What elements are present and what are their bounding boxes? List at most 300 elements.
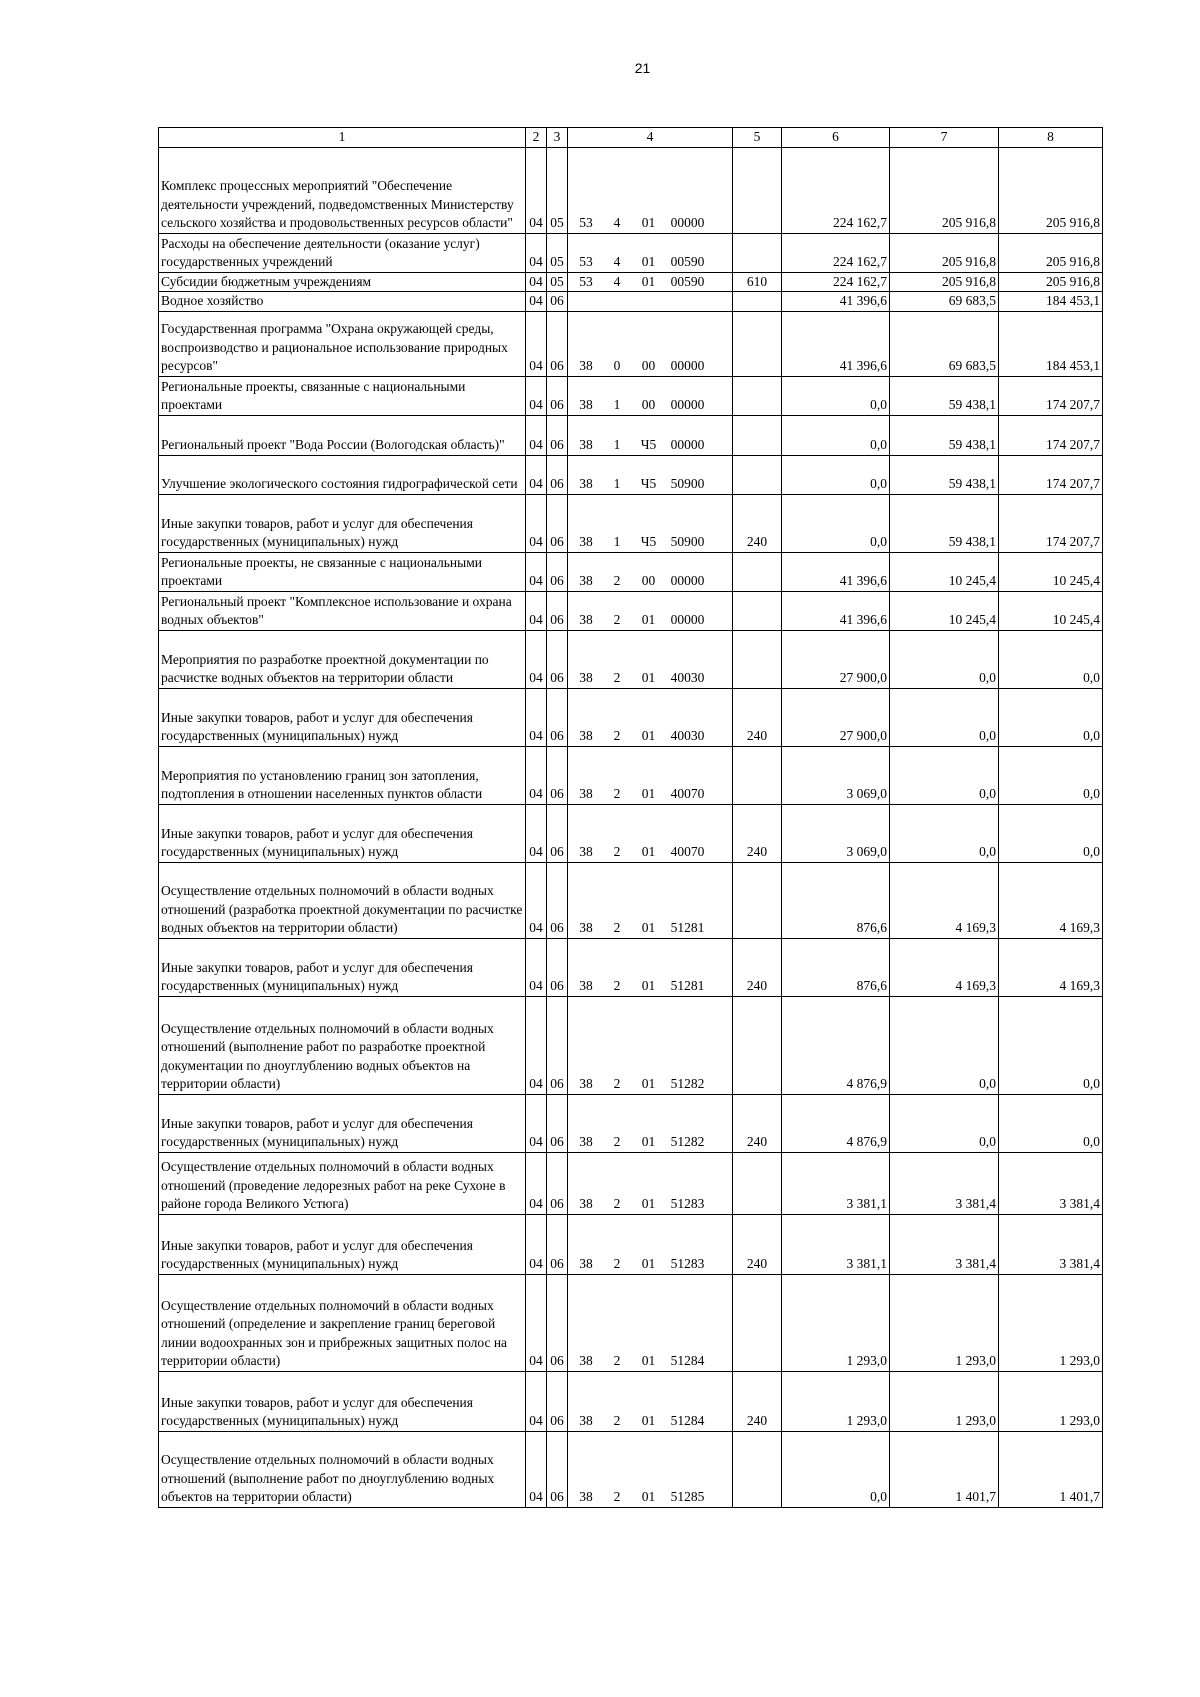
- row-amount-col7: 4 169,3: [890, 938, 999, 996]
- header-row: [159, 128, 1103, 148]
- row-section: 04: [526, 552, 547, 591]
- table-row: [159, 1274, 1103, 1371]
- row-name: Региональные проекты, не связанные с национальными проектами: [159, 552, 526, 591]
- row-subsection: 06: [547, 311, 568, 376]
- row-amount-col8: 0,0: [999, 996, 1103, 1094]
- row-expense-type: 240: [733, 804, 782, 862]
- row-amount-col8: 3 381,4: [999, 1152, 1103, 1214]
- target-program-code: 53: [579, 273, 593, 289]
- row-amount-col6: 3 381,1: [782, 1214, 890, 1274]
- row-expense-type: [733, 1274, 782, 1371]
- target-element-code: 01: [641, 1413, 656, 1428]
- row-amount-col7: 59 438,1: [890, 376, 999, 415]
- target-element-code: Ч5: [640, 534, 657, 549]
- budget-table: [158, 127, 1103, 1508]
- row-amount-col7: 0,0: [890, 688, 999, 746]
- row-amount-col6: 27 900,0: [782, 630, 890, 688]
- table-row: [159, 862, 1103, 938]
- target-direction-code: 00590: [670, 254, 705, 269]
- row-target-article: [568, 552, 733, 591]
- row-amount-col6: 224 162,7: [782, 272, 890, 292]
- row-name: Иные закупки товаров, работ и услуг для обеспечения государственных (муниципальных) нужд: [159, 494, 526, 552]
- table-row: [159, 1431, 1103, 1507]
- target-element-code: 00: [641, 397, 656, 412]
- row-target-article: [568, 591, 733, 630]
- target-program-code: 38: [579, 1256, 593, 1271]
- row-expense-type: [733, 552, 782, 591]
- row-subsection: 06: [547, 1152, 568, 1214]
- row-name: Иные закупки товаров, работ и услуг для обеспечения государственных (муниципальных) нужд: [159, 804, 526, 862]
- row-subsection: 06: [547, 292, 568, 312]
- target-program-code: 38: [579, 1489, 593, 1504]
- row-expense-type: [733, 292, 782, 312]
- row-subsection: 05: [547, 233, 568, 272]
- row-amount-col6: 3 381,1: [782, 1152, 890, 1214]
- target-type-code: 2: [613, 920, 621, 935]
- row-section: 04: [526, 1214, 547, 1274]
- row-amount-col7: 205 916,8: [890, 272, 999, 292]
- row-amount-col7: 205 916,8: [890, 233, 999, 272]
- row-section: 04: [526, 415, 547, 455]
- row-amount-col8: 1 293,0: [999, 1274, 1103, 1371]
- row-name: Иные закупки товаров, работ и услуг для обеспечения государственных (муниципальных) нужд: [159, 1214, 526, 1274]
- row-expense-type: 240: [733, 1371, 782, 1431]
- row-amount-col7: 3 381,4: [890, 1152, 999, 1214]
- row-name: Государственная программа "Охрана окружающей среды, воспроизводство и рациональное использование природных ресурсов": [159, 311, 526, 376]
- row-subsection: 06: [547, 688, 568, 746]
- row-section: 04: [526, 1274, 547, 1371]
- row-expense-type: [733, 591, 782, 630]
- target-program-code: 53: [579, 215, 593, 230]
- row-amount-col7: 0,0: [890, 746, 999, 804]
- row-expense-type: [733, 630, 782, 688]
- row-name: Региональные проекты, связанные с национальными проектами: [159, 376, 526, 415]
- row-section: 04: [526, 1094, 547, 1152]
- target-type-code: 2: [613, 1076, 621, 1091]
- row-amount-col7: 205 916,8: [890, 147, 999, 233]
- target-program-code: 53: [579, 254, 593, 269]
- row-amount-col6: 0,0: [782, 455, 890, 494]
- row-target-article: [568, 1274, 733, 1371]
- row-amount-col6: 1 293,0: [782, 1274, 890, 1371]
- target-element-code: 01: [641, 920, 656, 935]
- row-subsection: 06: [547, 746, 568, 804]
- target-direction-code: 40070: [670, 844, 705, 859]
- header-col-4: 4: [568, 128, 733, 148]
- row-expense-type: [733, 996, 782, 1094]
- row-subsection: 06: [547, 804, 568, 862]
- target-program-code: 38: [579, 437, 593, 452]
- row-target-article: [568, 272, 733, 292]
- row-target-article: [568, 494, 733, 552]
- row-target-article: [568, 1371, 733, 1431]
- target-direction-code: 51283: [670, 1256, 705, 1271]
- target-direction-code: 00000: [670, 437, 705, 452]
- row-amount-col8: 10 245,4: [999, 552, 1103, 591]
- row-amount-col6: 0,0: [782, 415, 890, 455]
- row-expense-type: 240: [733, 1214, 782, 1274]
- table-row: [159, 938, 1103, 996]
- table-row: [159, 996, 1103, 1094]
- row-expense-type: [733, 746, 782, 804]
- row-name: Региональный проект "Комплексное использование и охрана водных объектов": [159, 591, 526, 630]
- row-section: 04: [526, 630, 547, 688]
- target-program-code: 38: [579, 476, 593, 491]
- row-amount-col6: 876,6: [782, 938, 890, 996]
- row-amount-col6: 41 396,6: [782, 591, 890, 630]
- table-row: [159, 804, 1103, 862]
- header-col-3: 3: [547, 128, 568, 148]
- target-type-code: 2: [613, 1413, 621, 1428]
- page-number: 21: [634, 60, 651, 76]
- target-element-code: 01: [641, 1134, 656, 1149]
- target-direction-code: 51284: [670, 1413, 705, 1428]
- row-amount-col8: 174 207,7: [999, 455, 1103, 494]
- target-element-code: 01: [641, 1489, 656, 1504]
- target-program-code: 38: [579, 612, 593, 627]
- row-name: Иные закупки товаров, работ и услуг для обеспечения государственных (муниципальных) нужд: [159, 1371, 526, 1431]
- target-direction-code: 51281: [670, 920, 705, 935]
- row-amount-col6: 0,0: [782, 1431, 890, 1507]
- row-target-article: [568, 1152, 733, 1214]
- row-amount-col8: 0,0: [999, 688, 1103, 746]
- row-amount-col7: 1 293,0: [890, 1371, 999, 1431]
- header-col-7: 7: [890, 128, 999, 148]
- target-direction-code: 50900: [670, 534, 705, 549]
- row-target-article: [568, 311, 733, 376]
- row-subsection: 06: [547, 1371, 568, 1431]
- row-expense-type: [733, 311, 782, 376]
- target-type-code: 2: [613, 1134, 621, 1149]
- row-amount-col7: 10 245,4: [890, 591, 999, 630]
- target-type-code: 1: [613, 476, 621, 491]
- row-section: 04: [526, 292, 547, 312]
- target-type-code: 2: [613, 1256, 621, 1271]
- row-amount-col7: 59 438,1: [890, 415, 999, 455]
- target-program-code: 38: [579, 573, 593, 588]
- header-col-5: 5: [733, 128, 782, 148]
- row-expense-type: [733, 862, 782, 938]
- target-element-code: 01: [641, 728, 656, 743]
- row-name: Мероприятия по установлению границ зон затопления, подтопления в отношении населенных пунктов области: [159, 746, 526, 804]
- row-amount-col6: 3 069,0: [782, 746, 890, 804]
- row-section: 04: [526, 938, 547, 996]
- target-type-code: 2: [613, 670, 621, 685]
- target-type-code: 2: [613, 1196, 621, 1211]
- row-expense-type: [733, 147, 782, 233]
- target-type-code: 2: [613, 786, 621, 801]
- row-name: Иные закупки товаров, работ и услуг для обеспечения государственных (муниципальных) нужд: [159, 688, 526, 746]
- row-amount-col8: 205 916,8: [999, 233, 1103, 272]
- row-subsection: 06: [547, 1214, 568, 1274]
- target-element-code: Ч5: [640, 476, 657, 491]
- row-subsection: 06: [547, 862, 568, 938]
- target-direction-code: 51282: [670, 1076, 705, 1091]
- target-program-code: 38: [579, 358, 593, 373]
- row-amount-col6: 3 069,0: [782, 804, 890, 862]
- row-subsection: 06: [547, 415, 568, 455]
- target-type-code: 1: [613, 397, 621, 412]
- row-amount-col8: 0,0: [999, 746, 1103, 804]
- row-expense-type: 610: [733, 272, 782, 292]
- row-amount-col7: 0,0: [890, 1094, 999, 1152]
- target-type-code: 4: [613, 215, 621, 230]
- row-name: Комплекс процессных мероприятий "Обеспечение деятельности учреждений, подведомственных Министерству сельского хозяйства и продовольственных ресурсов области": [159, 147, 526, 233]
- row-amount-col8: 1 293,0: [999, 1371, 1103, 1431]
- row-amount-col6: 4 876,9: [782, 996, 890, 1094]
- target-element-code: 01: [641, 1196, 656, 1211]
- row-amount-col8: 184 453,1: [999, 311, 1103, 376]
- row-target-article: [568, 147, 733, 233]
- row-name: Водное хозяйство: [159, 292, 526, 312]
- target-program-code: 38: [579, 920, 593, 935]
- target-type-code: 1: [613, 437, 621, 452]
- table-row: [159, 376, 1103, 415]
- target-element-code: 01: [641, 786, 656, 801]
- row-section: 04: [526, 311, 547, 376]
- row-amount-col8: 3 381,4: [999, 1214, 1103, 1274]
- row-name: Осуществление отдельных полномочий в области водных отношений (выполнение работ по разработке проектной документации по дноуглублению водных объектов на территории области): [159, 996, 526, 1094]
- row-amount-col8: 10 245,4: [999, 591, 1103, 630]
- table-row: [159, 147, 1103, 233]
- header-col-8: 8: [999, 128, 1103, 148]
- row-amount-col7: 3 381,4: [890, 1214, 999, 1274]
- table-row: [159, 1214, 1103, 1274]
- row-amount-col6: 1 293,0: [782, 1371, 890, 1431]
- row-section: 04: [526, 996, 547, 1094]
- target-program-code: 38: [579, 397, 593, 412]
- row-amount-col8: 0,0: [999, 804, 1103, 862]
- header-col-1: 1: [159, 128, 526, 148]
- table-row: [159, 455, 1103, 494]
- target-type-code: 2: [613, 978, 621, 993]
- row-amount-col8: 4 169,3: [999, 938, 1103, 996]
- row-expense-type: [733, 455, 782, 494]
- row-amount-col8: 0,0: [999, 1094, 1103, 1152]
- target-direction-code: 50900: [670, 476, 705, 491]
- row-amount-col6: 876,6: [782, 862, 890, 938]
- row-amount-col6: 27 900,0: [782, 688, 890, 746]
- target-direction-code: 40070: [670, 786, 705, 801]
- target-program-code: 38: [579, 978, 593, 993]
- row-expense-type: 240: [733, 1094, 782, 1152]
- table-row: [159, 1371, 1103, 1431]
- row-name: Осуществление отдельных полномочий в области водных отношений (определение и закрепление границ береговой линии водоохранных зон и прибрежных защитных полос на территории области): [159, 1274, 526, 1371]
- row-amount-col7: 1 401,7: [890, 1431, 999, 1507]
- target-program-code: 38: [579, 534, 593, 549]
- target-type-code: 2: [613, 844, 621, 859]
- row-section: 04: [526, 746, 547, 804]
- row-subsection: 06: [547, 455, 568, 494]
- row-amount-col7: 59 438,1: [890, 494, 999, 552]
- target-element-code: 00: [641, 573, 656, 588]
- row-section: 04: [526, 591, 547, 630]
- row-subsection: 06: [547, 1274, 568, 1371]
- row-name: Иные закупки товаров, работ и услуг для обеспечения государственных (муниципальных) нужд: [159, 938, 526, 996]
- target-type-code: 0: [613, 358, 621, 373]
- row-amount-col8: 205 916,8: [999, 272, 1103, 292]
- row-amount-col7: 0,0: [890, 804, 999, 862]
- row-target-article: [568, 996, 733, 1094]
- table-row: [159, 311, 1103, 376]
- row-section: 04: [526, 376, 547, 415]
- row-target-article: [568, 292, 733, 312]
- row-target-article: [568, 1431, 733, 1507]
- row-amount-col7: 69 683,5: [890, 292, 999, 312]
- target-type-code: 4: [613, 273, 621, 289]
- row-target-article: [568, 455, 733, 494]
- target-program-code: 38: [579, 1134, 593, 1149]
- row-target-article: [568, 415, 733, 455]
- row-amount-col7: 4 169,3: [890, 862, 999, 938]
- target-element-code: 01: [641, 1353, 656, 1368]
- target-direction-code: 51284: [670, 1353, 705, 1368]
- row-subsection: 05: [547, 272, 568, 292]
- target-direction-code: 00590: [670, 273, 705, 289]
- row-name: Региональный проект "Вода России (Вологодская область)": [159, 415, 526, 455]
- row-name: Иные закупки товаров, работ и услуг для обеспечения государственных (муниципальных) нужд: [159, 1094, 526, 1152]
- row-section: 04: [526, 688, 547, 746]
- row-subsection: 06: [547, 494, 568, 552]
- table-row: [159, 552, 1103, 591]
- row-amount-col8: 1 401,7: [999, 1431, 1103, 1507]
- header-col-2: 2: [526, 128, 547, 148]
- row-amount-col6: 41 396,6: [782, 552, 890, 591]
- row-amount-col8: 184 453,1: [999, 292, 1103, 312]
- row-subsection: 06: [547, 552, 568, 591]
- row-target-article: [568, 1214, 733, 1274]
- target-program-code: 38: [579, 844, 593, 859]
- target-type-code: 2: [613, 1353, 621, 1368]
- target-element-code: 01: [641, 670, 656, 685]
- row-expense-type: 240: [733, 494, 782, 552]
- target-type-code: 2: [613, 573, 621, 588]
- row-expense-type: 240: [733, 688, 782, 746]
- row-target-article: [568, 746, 733, 804]
- target-program-code: 38: [579, 1196, 593, 1211]
- row-section: 04: [526, 862, 547, 938]
- row-name: Субсидии бюджетным учреждениям: [159, 272, 526, 292]
- row-name: Осуществление отдельных полномочий в области водных отношений (проведение ледорезных работ на реке Сухоне в районе города Великого Устюга): [159, 1152, 526, 1214]
- target-direction-code: 00000: [670, 358, 705, 373]
- target-direction-code: 40030: [670, 670, 705, 685]
- target-direction-code: 51285: [670, 1489, 705, 1504]
- table-row: [159, 415, 1103, 455]
- target-element-code: 01: [641, 273, 656, 289]
- row-amount-col8: 4 169,3: [999, 862, 1103, 938]
- row-name: Расходы на обеспечение деятельности (оказание услуг) государственных учреждений: [159, 233, 526, 272]
- row-subsection: 05: [547, 147, 568, 233]
- target-type-code: 4: [613, 254, 621, 269]
- table-row: [159, 688, 1103, 746]
- target-program-code: 38: [579, 1413, 593, 1428]
- row-subsection: 06: [547, 591, 568, 630]
- row-amount-col8: 0,0: [999, 630, 1103, 688]
- row-subsection: 06: [547, 1094, 568, 1152]
- row-target-article: [568, 688, 733, 746]
- row-section: 04: [526, 1431, 547, 1507]
- row-amount-col8: 174 207,7: [999, 415, 1103, 455]
- table-row: [159, 233, 1103, 272]
- row-amount-col6: 41 396,6: [782, 292, 890, 312]
- row-amount-col7: 1 293,0: [890, 1274, 999, 1371]
- target-element-code: 01: [641, 215, 656, 230]
- target-program-code: 38: [579, 1076, 593, 1091]
- target-element-code: 01: [641, 254, 656, 269]
- row-subsection: 06: [547, 938, 568, 996]
- row-section: 04: [526, 1152, 547, 1214]
- target-program-code: 38: [579, 670, 593, 685]
- target-program-code: 38: [579, 786, 593, 801]
- row-subsection: 06: [547, 996, 568, 1094]
- row-target-article: [568, 630, 733, 688]
- target-type-code: 1: [613, 534, 621, 549]
- row-amount-col7: 0,0: [890, 996, 999, 1094]
- target-program-code: 38: [579, 1353, 593, 1368]
- row-subsection: 06: [547, 376, 568, 415]
- row-amount-col6: 224 162,7: [782, 147, 890, 233]
- table-row: [159, 1152, 1103, 1214]
- target-element-code: 01: [641, 612, 656, 627]
- row-name: Мероприятия по разработке проектной документации по расчистке водных объектов на территории области: [159, 630, 526, 688]
- row-amount-col8: 174 207,7: [999, 376, 1103, 415]
- row-name: Осуществление отдельных полномочий в области водных отношений (выполнение работ по дноуглублению водных объектов на территории области): [159, 1431, 526, 1507]
- row-section: 04: [526, 804, 547, 862]
- row-expense-type: [733, 415, 782, 455]
- row-amount-col6: 41 396,6: [782, 311, 890, 376]
- table-row: [159, 494, 1103, 552]
- table-row: [159, 591, 1103, 630]
- target-direction-code: 51283: [670, 1196, 705, 1211]
- row-amount-col6: 224 162,7: [782, 233, 890, 272]
- row-section: 04: [526, 455, 547, 494]
- target-direction-code: 00000: [670, 573, 705, 588]
- target-type-code: 2: [613, 612, 621, 627]
- target-direction-code: 00000: [670, 612, 705, 627]
- target-direction-code: 40030: [670, 728, 705, 743]
- table-row: [159, 630, 1103, 688]
- table-row: [159, 746, 1103, 804]
- row-expense-type: [733, 1152, 782, 1214]
- table-row: [159, 1094, 1103, 1152]
- row-target-article: [568, 376, 733, 415]
- row-target-article: [568, 804, 733, 862]
- row-expense-type: 240: [733, 938, 782, 996]
- row-subsection: 06: [547, 1431, 568, 1507]
- target-program-code: 38: [579, 728, 593, 743]
- row-name: Осуществление отдельных полномочий в области водных отношений (разработка проектной документации по расчистке водных объектов на территории области): [159, 862, 526, 938]
- target-type-code: 2: [613, 1489, 621, 1504]
- row-section: 04: [526, 1371, 547, 1431]
- row-amount-col8: 205 916,8: [999, 147, 1103, 233]
- row-expense-type: [733, 1431, 782, 1507]
- row-target-article: [568, 233, 733, 272]
- target-direction-code: 00000: [670, 397, 705, 412]
- row-section: 04: [526, 147, 547, 233]
- row-amount-col8: 174 207,7: [999, 494, 1103, 552]
- row-amount-col7: 69 683,5: [890, 311, 999, 376]
- row-name: Улучшение экологического состояния гидрографической сети: [159, 455, 526, 494]
- table-row: [159, 272, 1103, 292]
- target-direction-code: 51281: [670, 978, 705, 993]
- row-section: 04: [526, 272, 547, 292]
- row-section: 04: [526, 233, 547, 272]
- row-expense-type: [733, 376, 782, 415]
- row-section: 04: [526, 494, 547, 552]
- row-expense-type: [733, 233, 782, 272]
- row-amount-col7: 10 245,4: [890, 552, 999, 591]
- target-element-code: 01: [641, 978, 656, 993]
